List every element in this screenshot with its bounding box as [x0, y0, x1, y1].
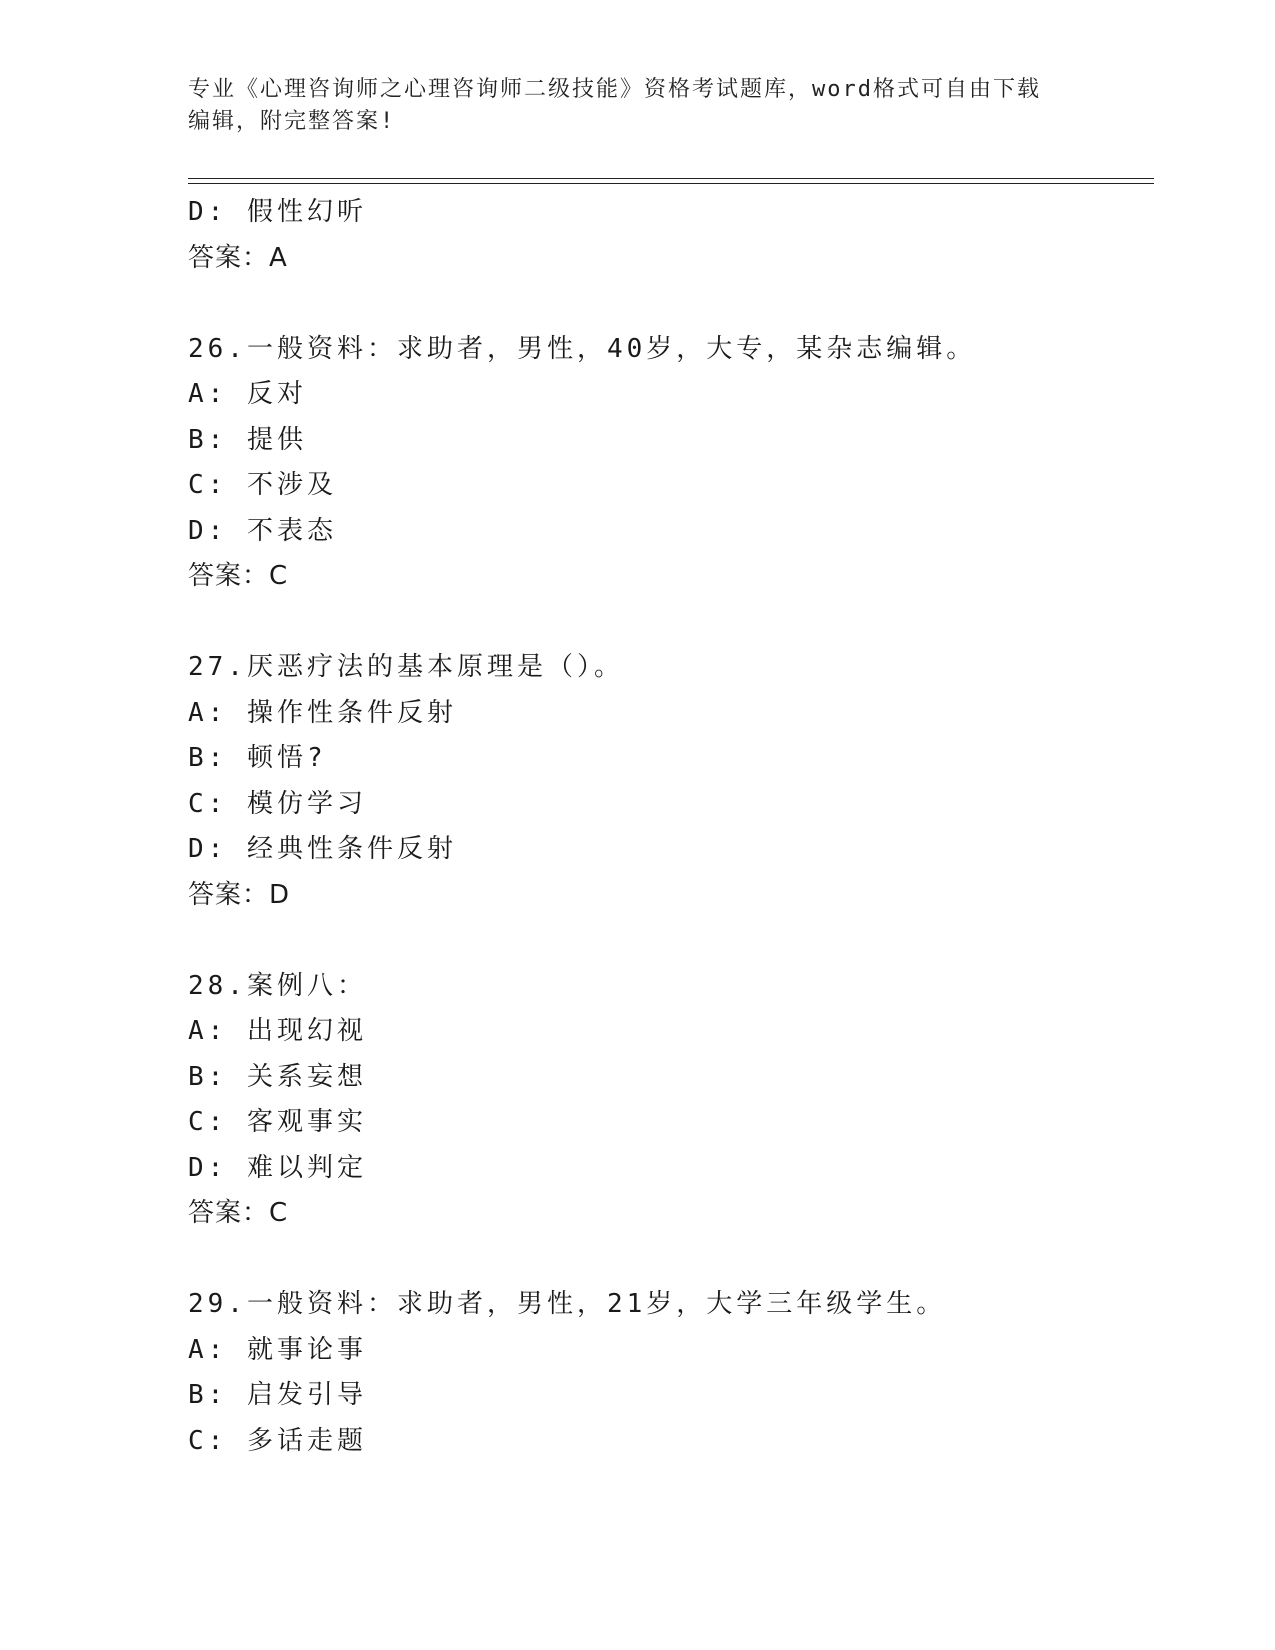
spacer [188, 281, 1148, 327]
question-28 [188, 964, 1148, 1237]
question-stem: 29.一般资料：求助者，男性，21岁，大学三年级学生。 [188, 1289, 947, 1319]
question-29 [188, 1282, 1148, 1464]
option-c: C: 模仿学习 [188, 788, 367, 819]
question-26 [188, 327, 1148, 600]
question-stem: 27.厌恶疗法的基本原理是（）。 [188, 652, 624, 682]
spacer [188, 918, 1148, 964]
document-header [188, 74, 1088, 138]
option-b: B: 提供 [188, 424, 307, 455]
spacer [188, 600, 1148, 646]
option-c: C: 多话走题 [188, 1425, 367, 1456]
document-body [188, 190, 1148, 1464]
answer: 答案：C [188, 1198, 289, 1228]
spacer [188, 1237, 1148, 1283]
option-b: B: 顿悟? [188, 743, 327, 773]
question-stem: 28.案例八： [188, 970, 367, 1001]
option-d: D: 难以判定 [188, 1152, 367, 1183]
header-divider-bottom [188, 183, 1154, 184]
option-a: A: 出现幻视 [188, 1016, 367, 1046]
option-c: C: 客观事实 [188, 1107, 367, 1137]
option-d: D: 假性幻听 [188, 197, 367, 227]
header-divider-top [188, 178, 1154, 179]
answer: 答案：A [188, 242, 288, 273]
question-stem: 26.一般资料：求助者，男性，40岁，大专，某杂志编辑。 [188, 333, 977, 364]
option-a: A: 就事论事 [188, 1334, 367, 1365]
option-d: D: 经典性条件反射 [188, 834, 457, 864]
answer: 答案：D [188, 879, 291, 910]
option-a: A: 反对 [188, 379, 307, 409]
option-b: B: 关系妄想 [188, 1061, 367, 1092]
header-line-2: 编辑，附完整答案! [188, 109, 396, 134]
option-b: B: 启发引导 [188, 1380, 367, 1410]
option-a: A: 操作性条件反射 [188, 697, 457, 728]
header-line-1: 专业《心理咨询师之心理咨询师二级技能》资格考试题库，word格式可自由下载 [188, 77, 1041, 102]
option-c: C: 不涉及 [188, 470, 337, 500]
option-d: D: 不表态 [188, 515, 337, 546]
answer: 答案：C [188, 561, 289, 591]
question-27 [188, 645, 1148, 918]
